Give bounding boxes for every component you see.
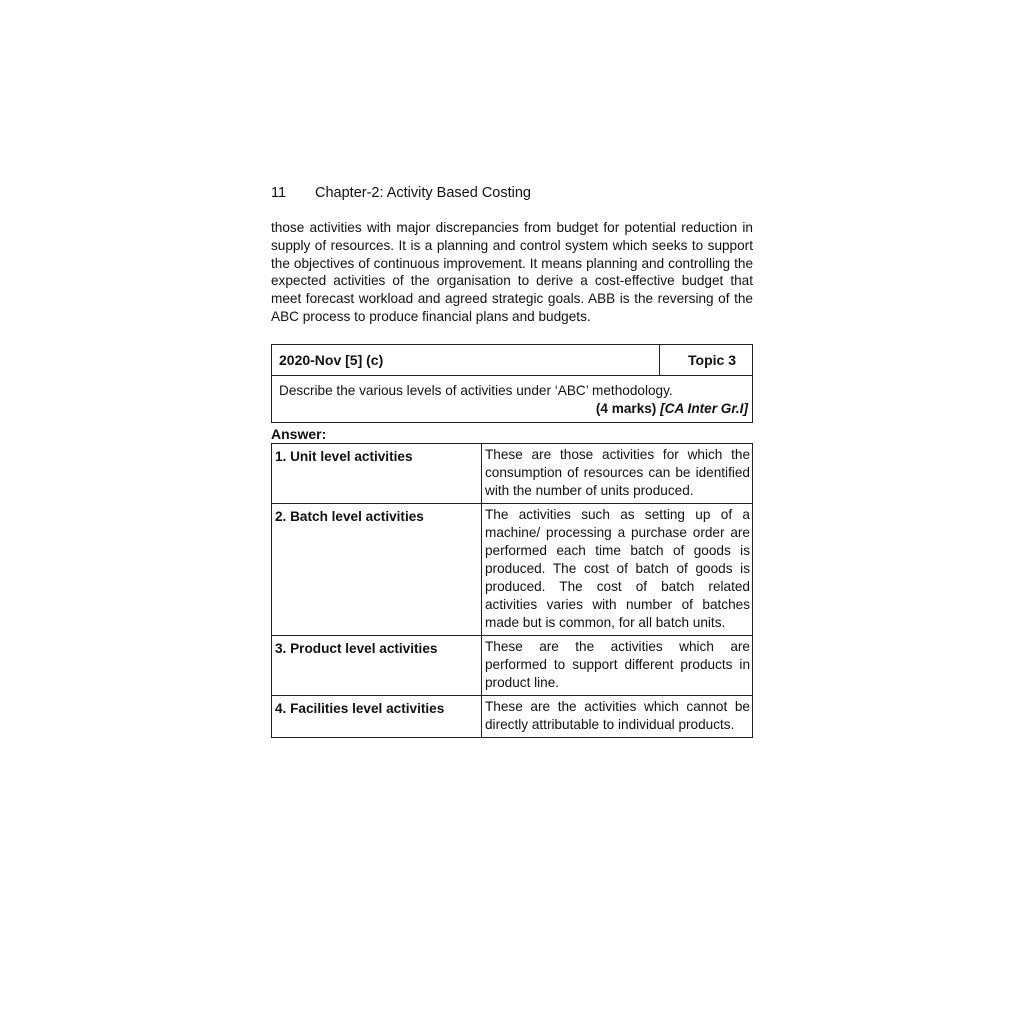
- table-row: [272, 503, 753, 635]
- activity-level: 4. Facilities level activities: [272, 695, 482, 737]
- activity-description: These are the activities which are performed to support different products in product line.: [482, 635, 753, 695]
- intro-paragraph: those activities with major discrepancies from budget for potential reduction in supply of resources. It is a planning and control system which seeks to support the objectives of continuous improvement. It means planning and controlling the expected activities of the organisation to derive a cost-effective budget that meet forecast workload and agreed strategic goals. ABB is the reversing of the ABC process to produce financial plans and budgets.: [271, 220, 753, 324]
- question-box: [271, 344, 753, 423]
- question-source: [CA Inter Gr.I]: [660, 400, 748, 416]
- activity-level: 2. Batch level activities: [272, 503, 482, 635]
- activity-level: 3. Product level activities: [272, 635, 482, 695]
- question-marks: (4 marks): [595, 400, 657, 416]
- activity-level: 1. Unit level activities: [272, 443, 482, 503]
- document-page: [271, 184, 753, 738]
- table-row: [272, 695, 753, 737]
- table-row: [272, 635, 753, 695]
- answer-label: Answer:: [271, 425, 327, 442]
- page-number: 11: [271, 185, 287, 201]
- running-header: [271, 184, 753, 202]
- answer-table: [271, 443, 753, 738]
- activity-description: These are those activities for which the consumption of resources can be identified with the number of units produced.: [482, 443, 753, 503]
- question-topic: Topic 3: [688, 351, 736, 368]
- question-reference: 2020-Nov [5] (c): [272, 345, 660, 375]
- activity-description: The activities such as setting up of a machine/ processing a purchase order are performed each time batch of goods is produced. The cost of batch of goods is produced. The cost of batch related activities varies with number of batches made but is common, for all batch units.: [482, 503, 753, 635]
- question-header: [272, 345, 752, 376]
- table-row: [272, 443, 753, 503]
- activity-description: These are the activities which cannot be directly attributable to individual products.: [482, 695, 753, 737]
- question-text: Describe the various levels of activities under ‘ABC’ methodology.: [279, 382, 673, 398]
- chapter-title: Chapter-2: Activity Based Costing: [315, 185, 531, 201]
- question-marks-line: [279, 400, 748, 418]
- question-body: [272, 376, 752, 422]
